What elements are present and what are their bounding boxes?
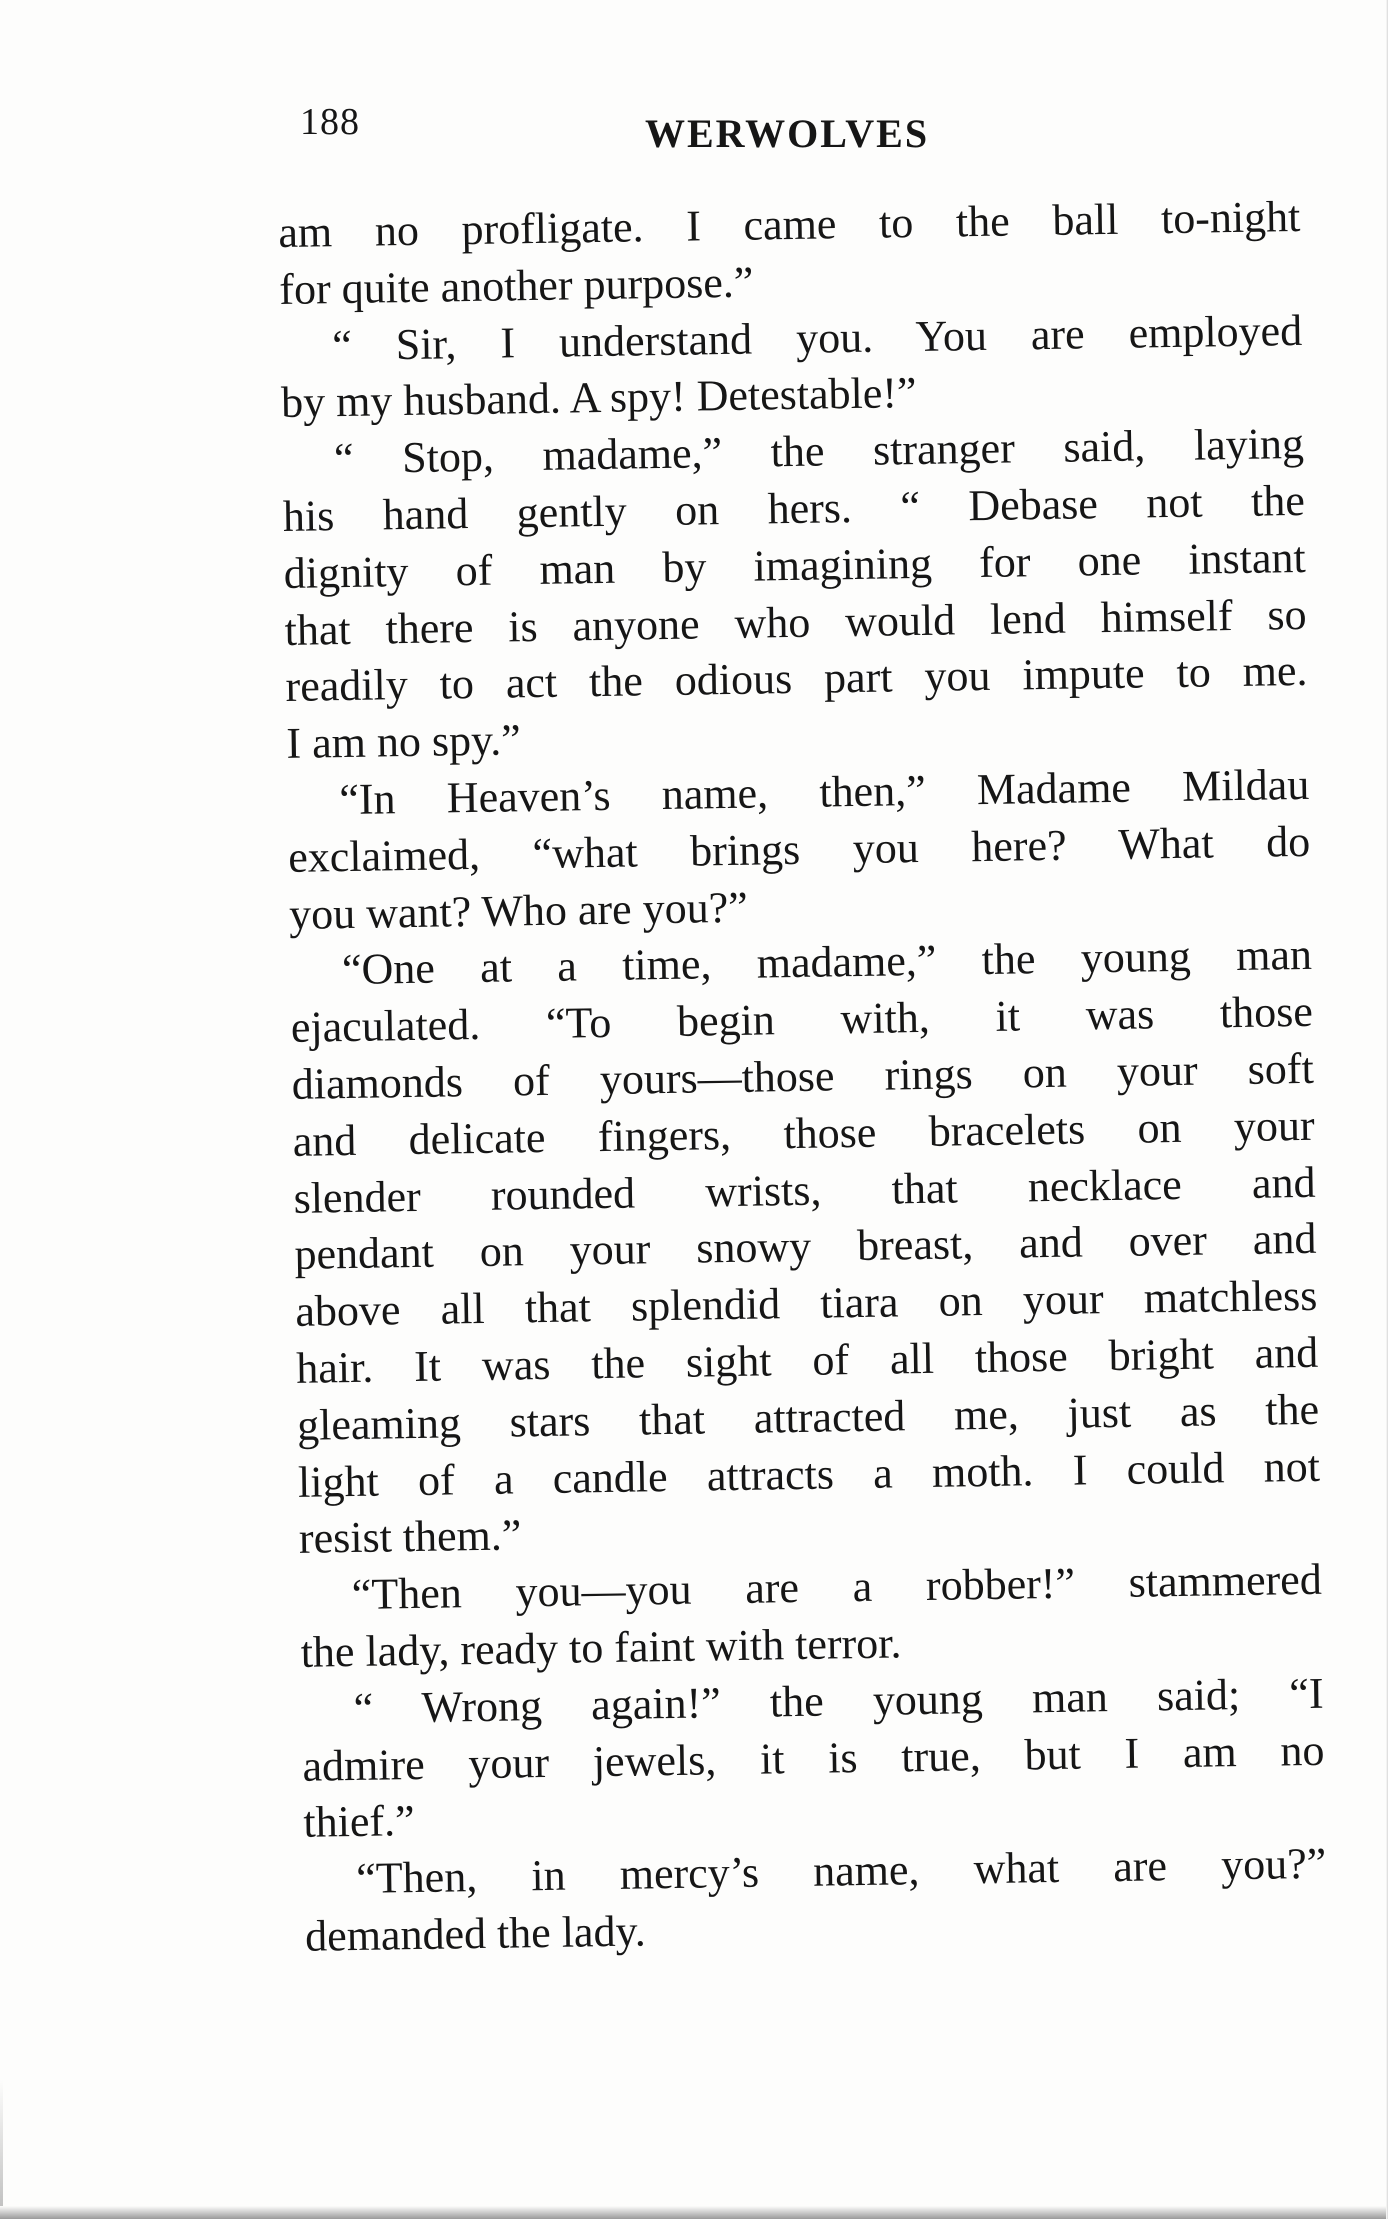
text-line: “Then, in mercy’s name, what are you?”: [355, 1838, 1327, 1904]
text-line: “One at a time, madame,” the young man: [341, 930, 1313, 995]
text-line: demanded the lady.: [304, 1906, 647, 1961]
text-line: the lady, ready to faint with terror.: [300, 1618, 902, 1677]
text-line: pendant on your snowy breast, and over and: [294, 1214, 1317, 1280]
text-line: admire your jewels, it is true, but I am no: [302, 1725, 1325, 1791]
page-number: 188: [300, 101, 360, 143]
text-line: slender rounded wrists, that necklace and: [293, 1157, 1316, 1223]
text-line: gleaming stars that attracted me, just as the: [296, 1384, 1320, 1450]
text-line: I am no spy.”: [286, 715, 522, 769]
text-line: ejaculated. “To begin with, it was those: [290, 987, 1314, 1053]
text-line: “ Sir, I understand you. You are employed: [331, 305, 1303, 370]
text-line: “ Stop, madame,” the stranger said, laying: [333, 419, 1305, 484]
text-line: above all that splendid tiara on your matchless: [294, 1270, 1318, 1337]
scan-shadow-bottom: [0, 2206, 1388, 2219]
running-title: WERWOLVES: [645, 111, 930, 156]
text-line: diamonds of yours—those rings on your soft: [291, 1043, 1315, 1109]
text-line: and delicate fingers, those bracelets on your: [292, 1100, 1315, 1166]
text-line: “In Heaven’s name, then,” Madame Mildau: [338, 759, 1310, 825]
text-line: resist them.”: [298, 1510, 522, 1564]
text-line: hair. It was the sight of all those bright and: [295, 1327, 1319, 1393]
text-line: light of a candle attracts a moth. I could not: [297, 1441, 1321, 1507]
text-line: his hand gently on hers. “ Debase not the: [282, 475, 1306, 541]
text-line: by my husband. A spy! Detestable!”: [280, 368, 917, 428]
text-line: you want? Who are you?”: [288, 882, 749, 939]
text-line: for quite another purpose.”: [278, 257, 754, 314]
text-line: “ Wrong again!” the young man said; “I: [353, 1668, 1324, 1733]
text-line: dignity of man by imagining for one instant: [283, 532, 1307, 598]
scan-shadow-left: [0, 2080, 3, 2219]
text-line: thief.”: [303, 1796, 415, 1848]
text-line: exclaimed, “what brings you here? What do: [287, 816, 1311, 882]
running-head: [300, 100, 1310, 160]
text-line: readily to act the odious part you impute to me.: [285, 646, 1308, 712]
body-text: [278, 189, 1328, 1966]
text-line: “Then you—you are a robber!” stammered: [351, 1554, 1323, 1620]
text-line: that there is anyone who would lend himself so: [284, 589, 1307, 655]
text-line: am no profligate. I came to the ball to-night: [278, 191, 1301, 257]
